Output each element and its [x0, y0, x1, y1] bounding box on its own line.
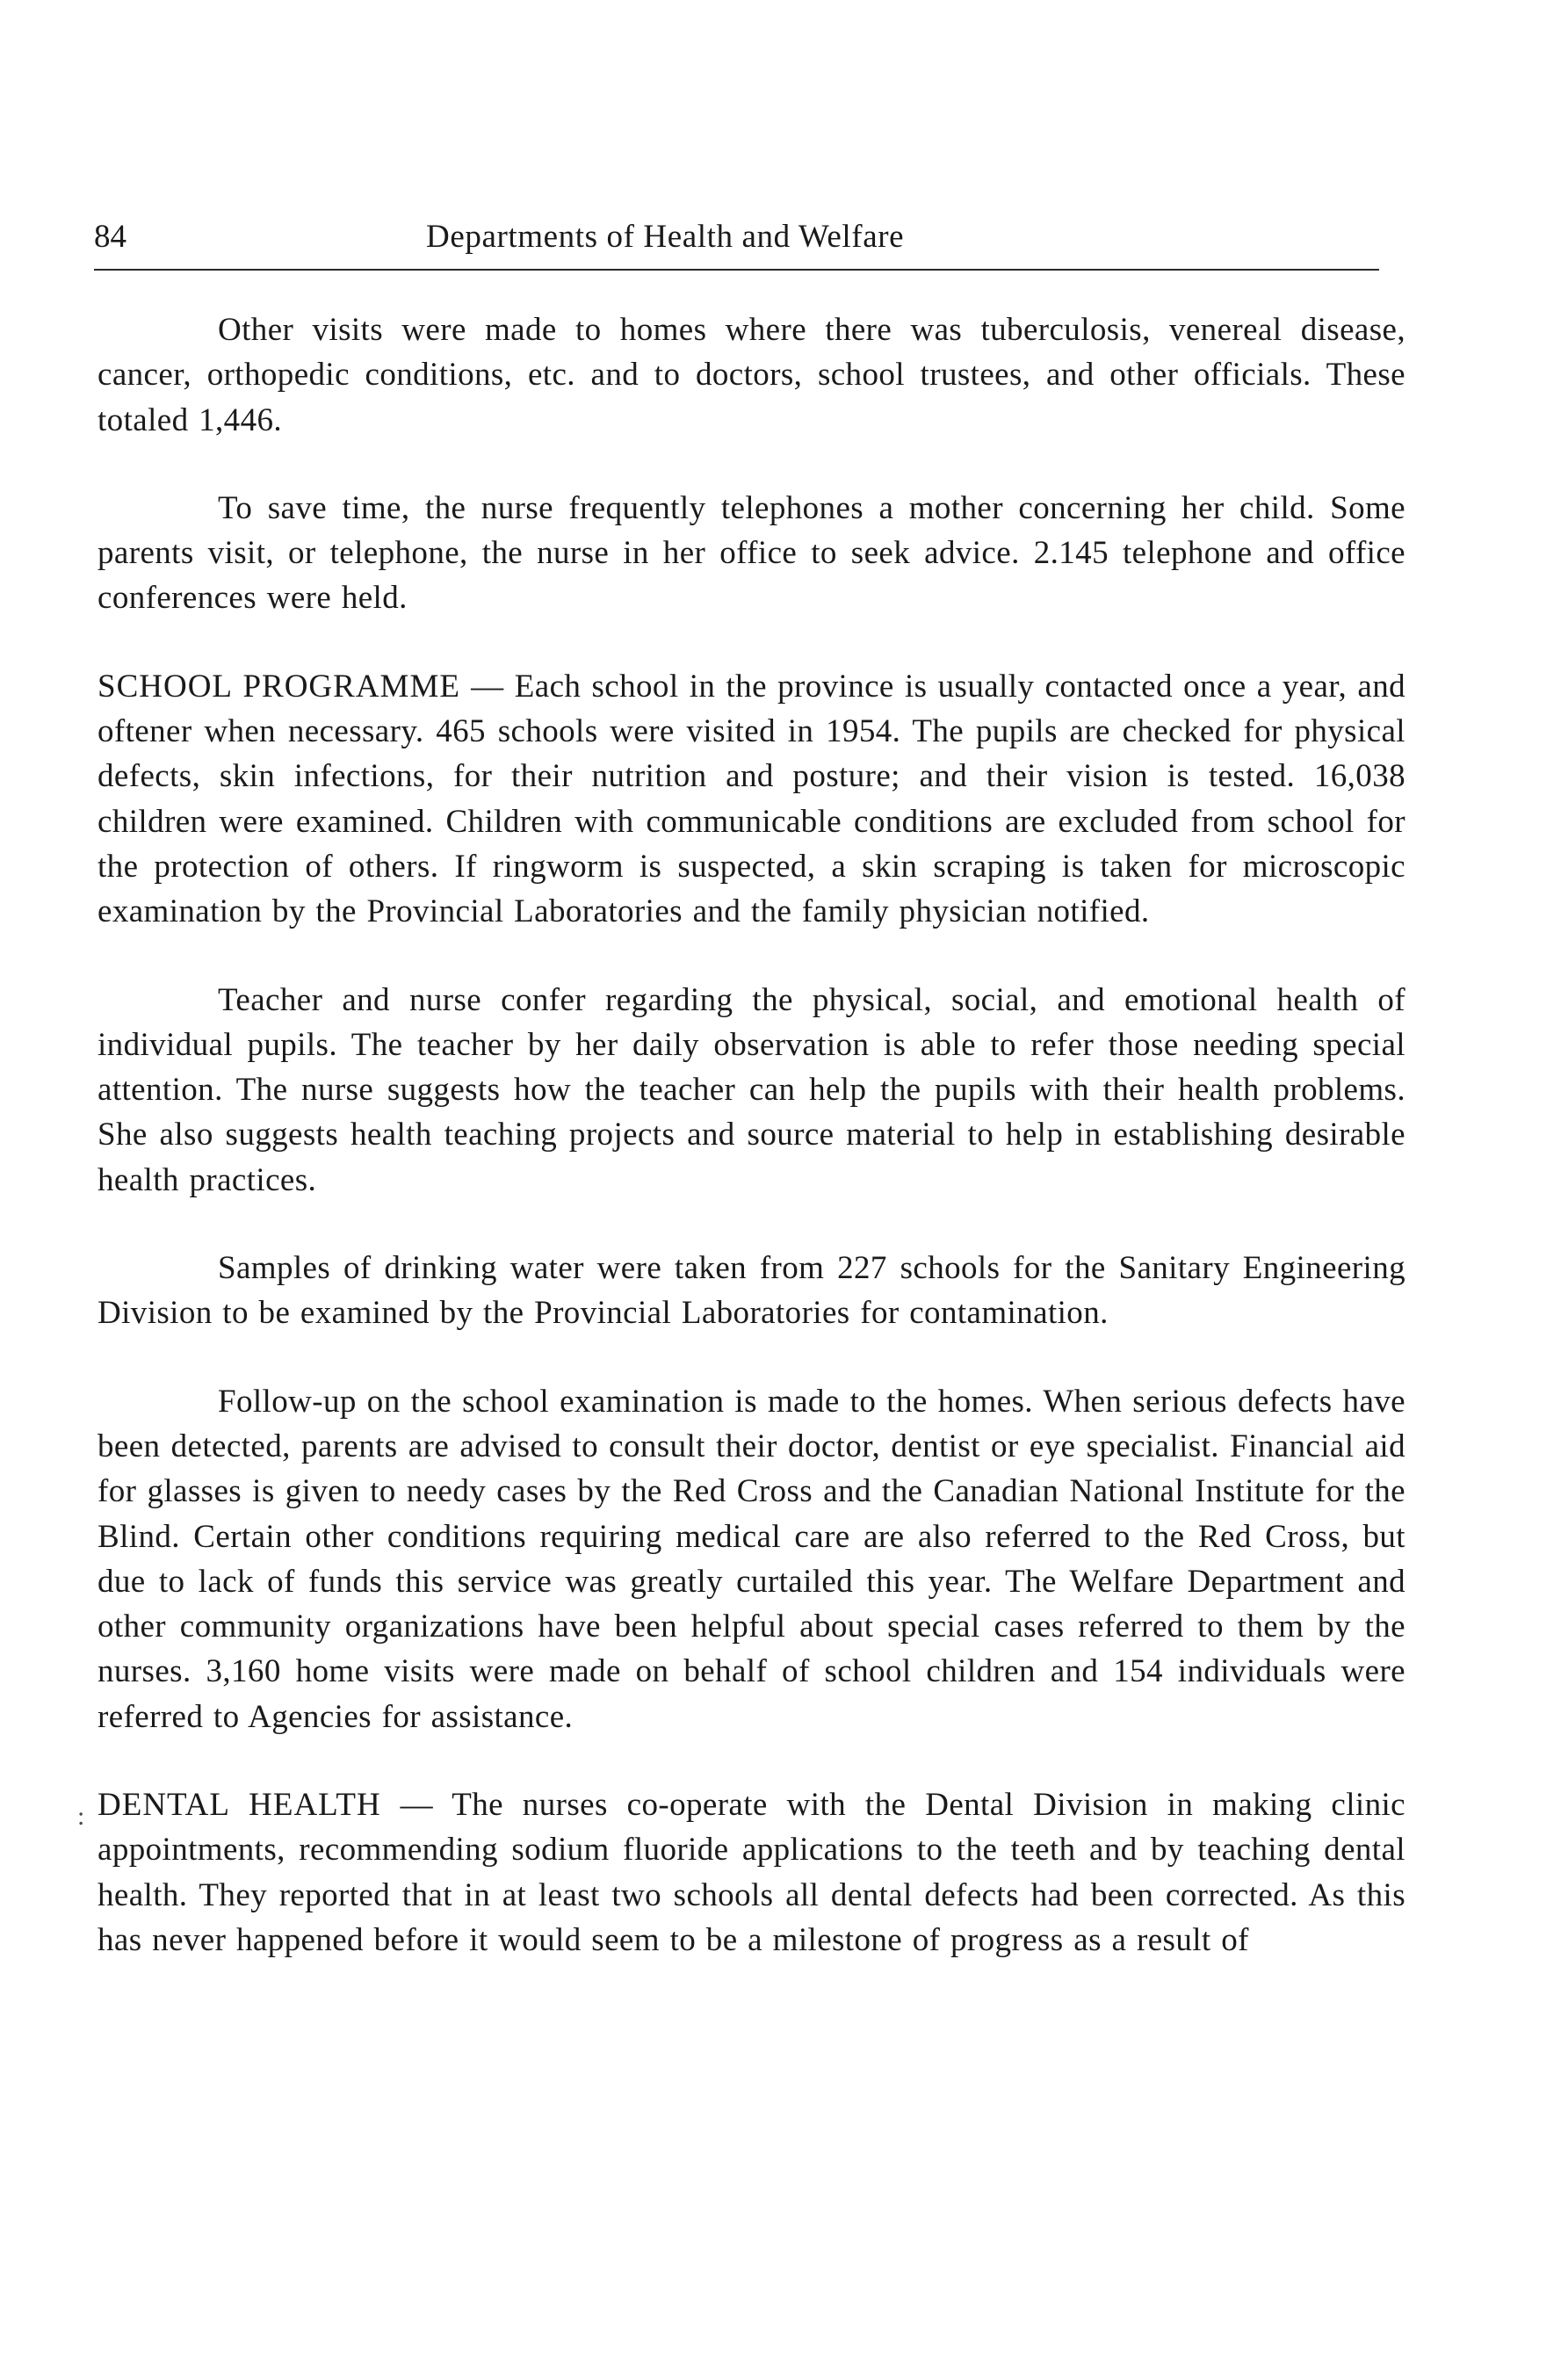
- body-text: [98, 307, 1405, 1963]
- paragraph-drinking-water: [98, 1246, 1405, 1336]
- paragraph-teacher-nurse: [98, 978, 1405, 1203]
- paragraph-text: Follow-up on the school examination is made to the homes. When serious defects have been detected, parents are advised to consult their doctor, dentist or eye specialist. Financial aid for glasses is given to needy cases by the Red Cross and the Canadian National Institute for the Blind. Certain other conditions requiring medical care are also referred to the Red Cross, but due to lack of funds this service was greatly curtailed this year. The Welfare Department and other community organizations have been helpful about special cases referred to them by the nurses. 3,160 home visits were made on behalf of school children and 154 individuals were referred to Agencies for assistance.: [98, 1383, 1405, 1735]
- running-title: Departments of Health and Welfare: [426, 219, 905, 255]
- paragraph-other-visits: [98, 307, 1405, 443]
- page-header: [94, 211, 1379, 264]
- paragraph-text: — The nurses co-operate with the Dental Division in making clinic appointments, recommending sodium fluoride applications to the teeth and by teaching dental health. They reported that in at least two schools all dental defects had been corrected. As this has never happened before it would seem to be a milestone of progress as a result of: [98, 1787, 1405, 1958]
- section-heading-school-programme: SCHOOL PROGRAMME: [98, 668, 460, 705]
- paragraph-text: Samples of drinking water were taken from 227 schools for the Sanitary Engineering Division to be examined by the Provincial Laboratories for contamination.: [98, 1250, 1405, 1332]
- margin-mark: :: [77, 1802, 85, 1831]
- section-heading-dental-health: DENTAL HEALTH: [98, 1787, 381, 1824]
- header-rule: [94, 269, 1379, 271]
- paragraph-follow-up: [98, 1379, 1405, 1739]
- paragraph-text: — Each school in the province is usually contacted once a year, and oftener when necessary. 465 schools were visited in 1954. The pupils are checked for physical defects, skin infections, for their nutrition and posture; and their vision is tested. 16,038 children were examined. Children with communicable conditions are excluded from school for the protection of others. If ringworm is suspected, a skin scraping is taken for microscopic examination by the Provincial Laboratories and the family physician notified.: [98, 668, 1406, 930]
- paragraph-dental-health: [98, 1782, 1405, 1963]
- paragraph-text: To save time, the nurse frequently telephones a mother concerning her child. Some parents visit, or telephone, the nurse in her office to seek advice. 2.145 telephone and office conferences were held.: [98, 489, 1405, 617]
- paragraph-text: Teacher and nurse confer regarding the physical, social, and emotional health of individual pupils. The teacher by her daily observation is able to refer those needing special attention. The nurse suggests how the teacher can help the pupils with their health problems. She also suggests health teaching projects and source material to help in establishing desirable health practices.: [98, 981, 1405, 1198]
- page-number: 84: [94, 219, 126, 255]
- paragraph-text: Other visits were made to homes where there was tuberculosis, venereal disease, cancer, orthopedic conditions, etc. and to doctors, school trustees, and other officials. These totaled 1,446.: [98, 312, 1405, 438]
- paragraph-school-programme: [98, 664, 1405, 935]
- paragraph-telephone: [98, 486, 1405, 621]
